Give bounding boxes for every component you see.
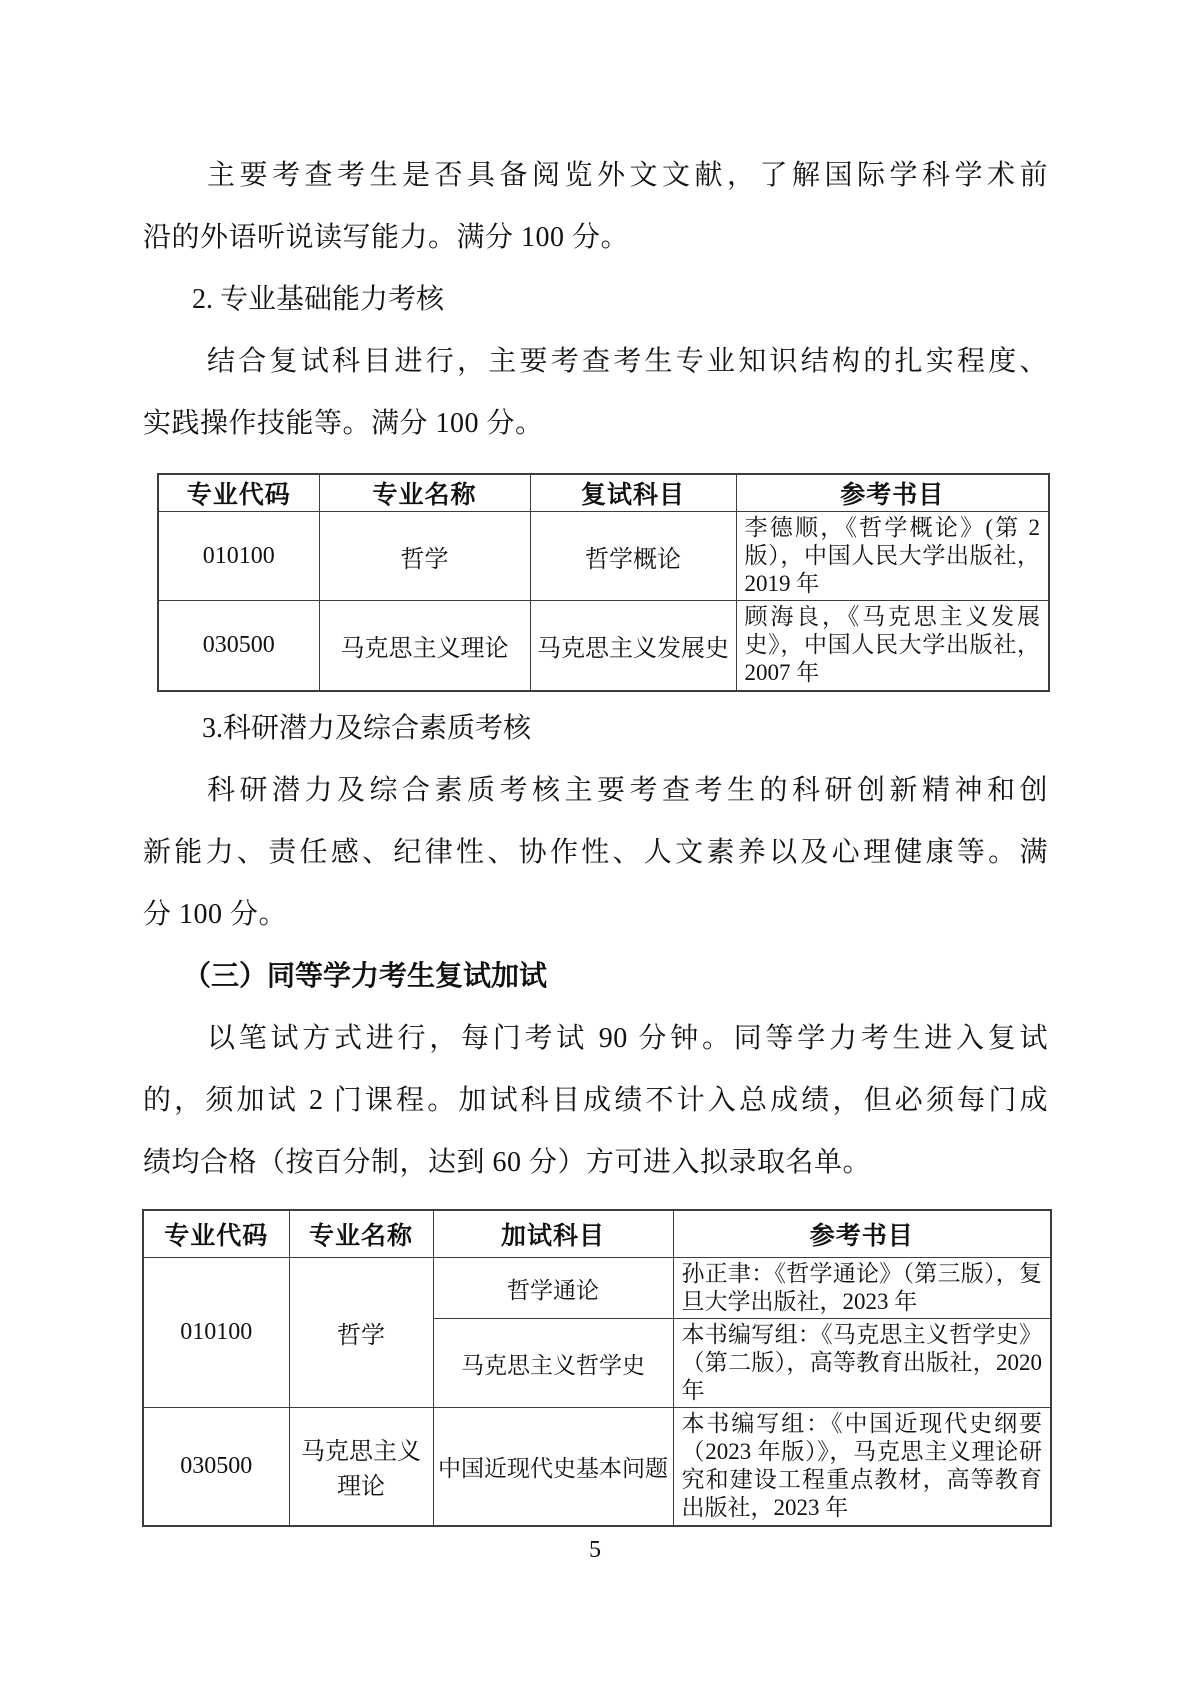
major-code-cell: 010100 bbox=[158, 512, 319, 601]
reference-cell: 本书编写组：《马克思主义哲学史》（第二版），高等教育出版社，2020 年 bbox=[673, 1319, 1051, 1408]
heading-equivalent-qualification-extra-test: （三）同等学力考生复试加试 bbox=[183, 960, 548, 992]
heading-professional-basic-ability: 2. 专业基础能力考核 bbox=[192, 284, 445, 315]
paragraph-line: 绩均合格（按百分制，达到 60 分）方可进入拟录取名单。 bbox=[143, 1146, 872, 1178]
column-header-reference-books: 参考书目 bbox=[736, 474, 1049, 512]
paragraph-line: 的，须加试 2 门课程。加试科目成绩不计入总成绩，但必须每门成 bbox=[143, 1084, 1048, 1116]
column-header-major-name: 专业名称 bbox=[319, 474, 530, 512]
heading-research-potential: 3.科研潜力及综合素质考核 bbox=[202, 712, 532, 744]
major-code-cell: 030500 bbox=[158, 601, 319, 691]
reference-cell: 顾海良，《马克思主义发展史》，中国人民大学出版社，2007 年 bbox=[736, 601, 1049, 691]
major-name-cell: 马克思主义理论 bbox=[289, 1408, 433, 1526]
table-header-row bbox=[158, 474, 1049, 512]
column-header-major-code: 专业代码 bbox=[158, 474, 319, 512]
paragraph-line: 分 100 分。 bbox=[143, 898, 288, 930]
paragraph-line: 主要考查考生是否具备阅览外文文献，了解国际学科学术前 bbox=[207, 160, 1048, 191]
extra-test-subject-cell: 哲学通论 bbox=[433, 1258, 673, 1319]
reference-cell: 孙正聿：《哲学通论》（第三版），复旦大学出版社，2023 年 bbox=[673, 1258, 1051, 1319]
paragraph-extra-test-rules bbox=[143, 1008, 1048, 1194]
paragraph-professional-basic-ability bbox=[143, 331, 1048, 455]
extra-test-subject-cell: 马克思主义哲学史 bbox=[433, 1319, 673, 1408]
major-name-cell: 哲学 bbox=[289, 1258, 433, 1408]
paragraph-line: 以笔试方式进行，每门考试 90 分钟。同等学力考生进入复试 bbox=[207, 1022, 1048, 1054]
document-content bbox=[143, 145, 1048, 1527]
column-header-extra-test-subject: 加试科目 bbox=[433, 1210, 673, 1258]
column-header-retest-subject: 复试科目 bbox=[530, 474, 736, 512]
extra-test-subjects-table bbox=[142, 1209, 1052, 1527]
major-code-cell: 010100 bbox=[143, 1258, 289, 1408]
paragraph-research-potential bbox=[143, 760, 1048, 946]
paragraph-foreign-language-assessment bbox=[143, 145, 1048, 269]
retest-subject-cell: 哲学概论 bbox=[530, 512, 736, 601]
column-header-major-name: 专业名称 bbox=[289, 1210, 433, 1258]
extra-test-subject-cell: 中国近现代史基本问题 bbox=[433, 1408, 673, 1526]
reference-cell: 本书编写组：《中国近现代史纲要（2023 年版）》，马克思主义理论研究和建设工程重点教材，高等教育出版社，2023 年 bbox=[673, 1408, 1051, 1526]
paragraph-line: 结合复试科目进行，主要考查考生专业知识结构的扎实程度、 bbox=[207, 346, 1048, 377]
table-row bbox=[143, 1258, 1051, 1319]
major-name-cell: 哲学 bbox=[319, 512, 530, 601]
paragraph-line: 新能力、责任感、纪律性、协作性、人文素养以及心理健康等。满 bbox=[143, 836, 1048, 868]
major-code-cell: 030500 bbox=[143, 1408, 289, 1526]
reference-cell: 李德顺，《哲学概论》(第 2 版），中国人民大学出版社，2019 年 bbox=[736, 512, 1049, 601]
table-header-row bbox=[143, 1210, 1051, 1258]
page-number: 5 bbox=[589, 1537, 601, 1563]
column-header-reference-books: 参考书目 bbox=[673, 1210, 1051, 1258]
major-name-cell: 马克思主义理论 bbox=[319, 601, 530, 691]
retest-subjects-table bbox=[157, 473, 1050, 692]
table-row bbox=[143, 1408, 1051, 1526]
column-header-major-code: 专业代码 bbox=[143, 1210, 289, 1258]
paragraph-line: 科研潜力及综合素质考核主要考查考生的科研创新精神和创 bbox=[207, 774, 1048, 806]
retest-subject-cell: 马克思主义发展史 bbox=[530, 601, 736, 691]
paragraph-line: 沿的外语听说读写能力。满分 100 分。 bbox=[143, 222, 630, 253]
table-row bbox=[158, 601, 1049, 691]
paragraph-line: 实践操作技能等。满分 100 分。 bbox=[143, 408, 544, 439]
table-row bbox=[158, 512, 1049, 601]
